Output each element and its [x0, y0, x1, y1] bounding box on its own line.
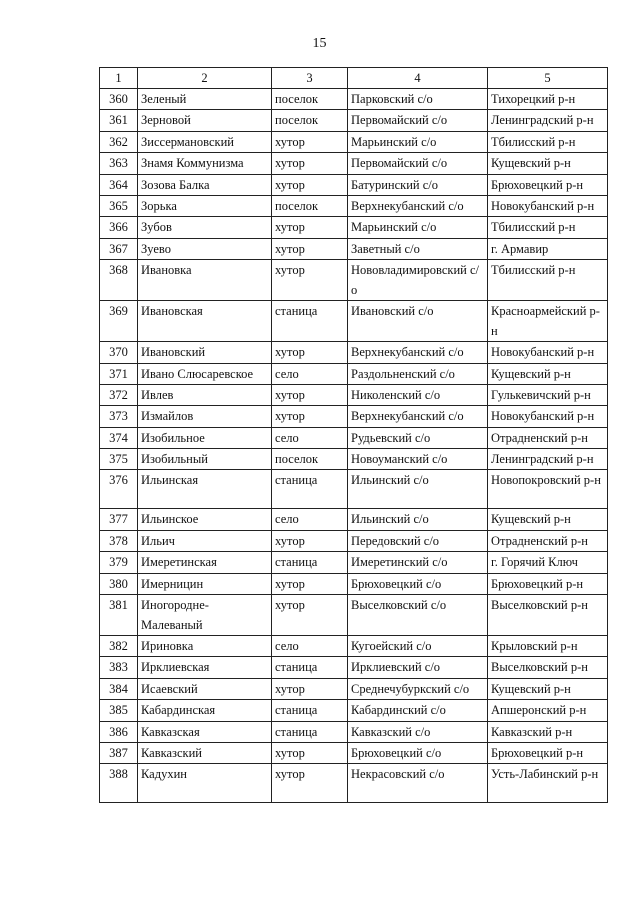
cell-type: хутор	[272, 238, 348, 259]
cell-district: Кущевский р-н	[488, 363, 608, 384]
cell-number: 385	[100, 700, 138, 721]
cell-settlement: Кадухин	[138, 764, 272, 803]
cell-type: станица	[272, 700, 348, 721]
cell-type: село	[272, 363, 348, 384]
cell-settlement: Ивановка	[138, 260, 272, 301]
cell-district: Брюховецкий р-н	[488, 174, 608, 195]
cell-type: станица	[272, 470, 348, 509]
table-row	[100, 552, 608, 573]
cell-settlement: Ильинская	[138, 470, 272, 509]
cell-council: Кавказский с/о	[348, 721, 488, 742]
cell-settlement: Ивлев	[138, 384, 272, 405]
table-row	[100, 131, 608, 152]
cell-council: Кабардинский с/о	[348, 700, 488, 721]
table-row	[100, 764, 608, 803]
cell-number: 382	[100, 636, 138, 657]
header-col-5: 5	[488, 68, 608, 89]
header-col-1: 1	[100, 68, 138, 89]
cell-council: Кугоейский с/о	[348, 636, 488, 657]
cell-number: 372	[100, 384, 138, 405]
cell-number: 388	[100, 764, 138, 803]
table-row	[100, 449, 608, 470]
cell-type: хутор	[272, 153, 348, 174]
cell-council: Имеретинский с/о	[348, 552, 488, 573]
cell-number: 386	[100, 721, 138, 742]
cell-type: станица	[272, 657, 348, 678]
cell-settlement: Ириновка	[138, 636, 272, 657]
cell-type: хутор	[272, 131, 348, 152]
cell-number: 361	[100, 110, 138, 131]
cell-type: станица	[272, 301, 348, 342]
cell-district: Тихорецкий р-н	[488, 89, 608, 110]
cell-type: хутор	[272, 217, 348, 238]
cell-settlement: Ильинское	[138, 509, 272, 530]
cell-settlement: Кавказский	[138, 742, 272, 763]
table-row	[100, 470, 608, 509]
cell-district: Тбилисский р-н	[488, 260, 608, 301]
cell-council: Выселковский с/о	[348, 595, 488, 636]
cell-district: Отрадненский р-н	[488, 530, 608, 551]
cell-settlement: Исаевский	[138, 678, 272, 699]
header-col-3: 3	[272, 68, 348, 89]
cell-number: 360	[100, 89, 138, 110]
cell-district: Кущевский р-н	[488, 509, 608, 530]
cell-district: Отрадненский р-н	[488, 427, 608, 448]
table-row	[100, 406, 608, 427]
cell-district: г. Горячий Ключ	[488, 552, 608, 573]
cell-type: хутор	[272, 595, 348, 636]
cell-council: Нововладимировский с/о	[348, 260, 488, 301]
cell-settlement: Кавказская	[138, 721, 272, 742]
cell-district: Красноармейский р-н	[488, 301, 608, 342]
cell-district: Ленинградский р-н	[488, 110, 608, 131]
table-row	[100, 195, 608, 216]
cell-settlement: Ирклиевская	[138, 657, 272, 678]
table-row	[100, 700, 608, 721]
cell-district: Брюховецкий р-н	[488, 573, 608, 594]
cell-council: Заветный с/о	[348, 238, 488, 259]
table-row	[100, 636, 608, 657]
cell-number: 383	[100, 657, 138, 678]
cell-settlement: Изобильное	[138, 427, 272, 448]
cell-number: 374	[100, 427, 138, 448]
cell-district: Новокубанский р-н	[488, 342, 608, 363]
cell-district: Выселковский р-н	[488, 595, 608, 636]
cell-number: 380	[100, 573, 138, 594]
table-row	[100, 89, 608, 110]
cell-number: 384	[100, 678, 138, 699]
table-row	[100, 573, 608, 594]
cell-district: Выселковский р-н	[488, 657, 608, 678]
cell-settlement: Зубов	[138, 217, 272, 238]
cell-number: 387	[100, 742, 138, 763]
cell-number: 373	[100, 406, 138, 427]
cell-type: хутор	[272, 384, 348, 405]
cell-number: 366	[100, 217, 138, 238]
table-row	[100, 742, 608, 763]
cell-number: 369	[100, 301, 138, 342]
header-col-4: 4	[348, 68, 488, 89]
cell-settlement: Зозова Балка	[138, 174, 272, 195]
cell-council: Верхнекубанский с/о	[348, 342, 488, 363]
cell-type: хутор	[272, 573, 348, 594]
cell-council: Первомайский с/о	[348, 153, 488, 174]
cell-settlement: Кабардинская	[138, 700, 272, 721]
cell-type: село	[272, 509, 348, 530]
cell-district: Новокубанский р-н	[488, 406, 608, 427]
cell-type: хутор	[272, 764, 348, 803]
cell-council: Раздольненский с/о	[348, 363, 488, 384]
cell-number: 375	[100, 449, 138, 470]
table-row	[100, 721, 608, 742]
cell-number: 364	[100, 174, 138, 195]
cell-council: Николенский с/о	[348, 384, 488, 405]
cell-district: Ленинградский р-н	[488, 449, 608, 470]
table-row	[100, 530, 608, 551]
cell-settlement: Изобильный	[138, 449, 272, 470]
table-row	[100, 301, 608, 342]
cell-type: хутор	[272, 742, 348, 763]
table-row	[100, 509, 608, 530]
cell-district: Усть-Лабинский р-н	[488, 764, 608, 803]
cell-district: Гулькевичский р-н	[488, 384, 608, 405]
cell-type: поселок	[272, 449, 348, 470]
cell-type: хутор	[272, 174, 348, 195]
cell-type: хутор	[272, 342, 348, 363]
cell-type: хутор	[272, 530, 348, 551]
table-row	[100, 427, 608, 448]
table-row	[100, 342, 608, 363]
cell-type: поселок	[272, 110, 348, 131]
cell-council: Верхнекубанский с/о	[348, 195, 488, 216]
cell-type: хутор	[272, 678, 348, 699]
cell-council: Ирклиевский с/о	[348, 657, 488, 678]
cell-settlement: Ивановский	[138, 342, 272, 363]
cell-district: Новокубанский р-н	[488, 195, 608, 216]
cell-council: Марьинский с/о	[348, 131, 488, 152]
cell-settlement: Имерницин	[138, 573, 272, 594]
cell-council: Некрасовский с/о	[348, 764, 488, 803]
cell-district: Апшеронский р-н	[488, 700, 608, 721]
table-row	[100, 595, 608, 636]
cell-type: поселок	[272, 89, 348, 110]
table-row	[100, 238, 608, 259]
cell-number: 381	[100, 595, 138, 636]
cell-number: 371	[100, 363, 138, 384]
cell-number: 378	[100, 530, 138, 551]
cell-district: Кущевский р-н	[488, 153, 608, 174]
cell-number: 376	[100, 470, 138, 509]
cell-type: поселок	[272, 195, 348, 216]
page-number: 15	[312, 36, 327, 51]
table-row	[100, 153, 608, 174]
cell-council: Марьинский с/о	[348, 217, 488, 238]
cell-council: Среднечубуркский с/о	[348, 678, 488, 699]
table-row	[100, 384, 608, 405]
cell-council: Ильинский с/о	[348, 470, 488, 509]
cell-district: Тбилисский р-н	[488, 217, 608, 238]
cell-number: 377	[100, 509, 138, 530]
cell-settlement: Ильич	[138, 530, 272, 551]
cell-settlement: Имеретинская	[138, 552, 272, 573]
cell-type: село	[272, 636, 348, 657]
cell-council: Верхнекубанский с/о	[348, 406, 488, 427]
cell-settlement: Ивановская	[138, 301, 272, 342]
cell-district: Кущевский р-н	[488, 678, 608, 699]
cell-settlement: Иногородне-Малеваный	[138, 595, 272, 636]
table-row	[100, 678, 608, 699]
table-row	[100, 260, 608, 301]
cell-council: Брюховецкий с/о	[348, 742, 488, 763]
cell-council: Рудьевский с/о	[348, 427, 488, 448]
cell-number: 370	[100, 342, 138, 363]
settlements-table	[99, 67, 608, 803]
cell-settlement: Зеленый	[138, 89, 272, 110]
cell-district: г. Армавир	[488, 238, 608, 259]
cell-type: станица	[272, 552, 348, 573]
cell-council: Брюховецкий с/о	[348, 573, 488, 594]
header-col-2: 2	[138, 68, 272, 89]
cell-council: Батуринский с/о	[348, 174, 488, 195]
cell-number: 362	[100, 131, 138, 152]
cell-settlement: Измайлов	[138, 406, 272, 427]
cell-number: 379	[100, 552, 138, 573]
table-row	[100, 217, 608, 238]
cell-number: 363	[100, 153, 138, 174]
cell-settlement: Зуево	[138, 238, 272, 259]
table-row	[100, 363, 608, 384]
cell-district: Тбилисский р-н	[488, 131, 608, 152]
table-row	[100, 174, 608, 195]
cell-settlement: Зорька	[138, 195, 272, 216]
cell-type: хутор	[272, 260, 348, 301]
cell-type: село	[272, 427, 348, 448]
cell-council: Передовский с/о	[348, 530, 488, 551]
cell-number: 365	[100, 195, 138, 216]
table-row	[100, 657, 608, 678]
cell-type: станица	[272, 721, 348, 742]
cell-district: Крыловский р-н	[488, 636, 608, 657]
cell-type: хутор	[272, 406, 348, 427]
cell-council: Парковский с/о	[348, 89, 488, 110]
table-header-row	[100, 68, 608, 89]
table-row	[100, 110, 608, 131]
cell-number: 367	[100, 238, 138, 259]
cell-council: Новоуманский с/о	[348, 449, 488, 470]
cell-settlement: Ивано Слюсаревское	[138, 363, 272, 384]
cell-settlement: Знамя Коммунизма	[138, 153, 272, 174]
cell-district: Брюховецкий р-н	[488, 742, 608, 763]
cell-district: Новопокровский р-н	[488, 470, 608, 509]
cell-council: Первомайский с/о	[348, 110, 488, 131]
cell-settlement: Зерновой	[138, 110, 272, 131]
cell-number: 368	[100, 260, 138, 301]
cell-settlement: Зиссермановский	[138, 131, 272, 152]
cell-council: Ильинский с/о	[348, 509, 488, 530]
cell-council: Ивановский с/о	[348, 301, 488, 342]
cell-district: Кавказский р-н	[488, 721, 608, 742]
